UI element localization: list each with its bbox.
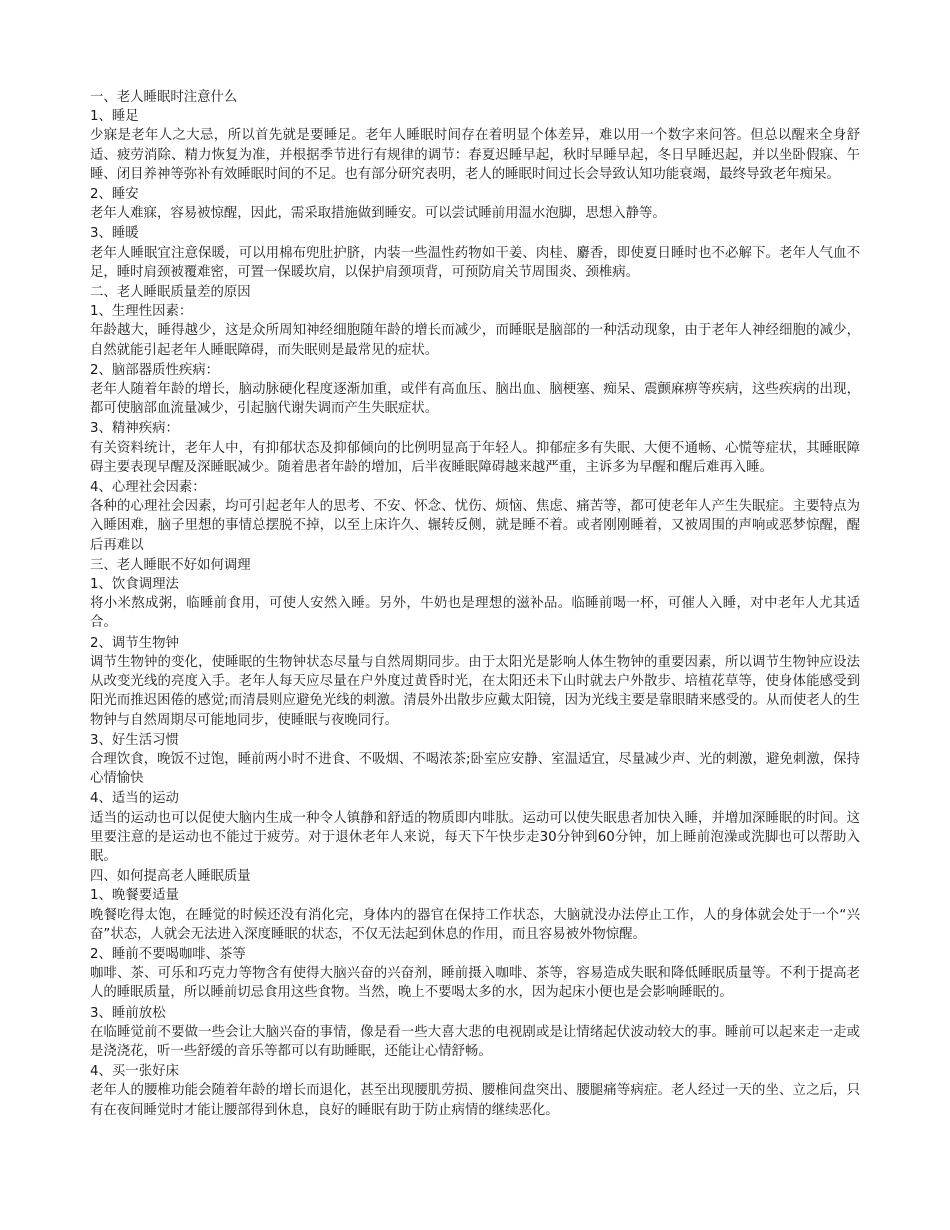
item-text: 各种的心理社会因素，均可引起老年人的思考、不安、怀念、忧伤、烦恼、焦虑、痛苦等，都可使老年人产生失眠症。主要特点为入睡困难，脑子里想的事情总摆脱不掉，以至上床许久、辗转反侧，就是睡不着。或者刚刚睡着，又被周围的声响或恶梦惊醒，醒后再难以 <box>90 499 860 553</box>
item-text: 咖啡、茶、可乐和巧克力等物含有使得大脑兴奋的兴奋剂，睡前摄入咖啡、茶等，容易造成失眠和降低睡眠质量等。不利于提高老人的睡眠质量，所以睡前切忌食用这些食物。当然，晚上不要喝太多的水，因为起床小便也是会影响睡眠的。 <box>90 966 860 1001</box>
item-text: 老年人的腰椎功能会随着年龄的增长而退化，甚至出现腰肌劳损、腰椎间盘突出、腰腿痛等病症。老人经过一天的坐、立之后，只有在夜间睡觉时才能让腰部得到休息，良好的睡眠有助于防止病情的继续恶化。 <box>90 1083 860 1118</box>
item-text: 年龄越大，睡得越少，这是众所周知神经细胞随年龄的增长而减少，而睡眠是脑部的一种活动现象，由于老年人神经细胞的减少，自然就能引起老年人睡眠障碍，而失眠则是最常见的症状。 <box>90 323 860 358</box>
item-title: 2、调节生物钟 <box>90 635 179 651</box>
item-text: 将小米熬成粥，临睡前食用，可使人安然入睡。另外，牛奶也是理想的滋补品。临睡前喝一杯，可催人入睡，对中老年人尤其适合。 <box>90 596 860 631</box>
item-title: 1、生理性因素： <box>90 304 193 320</box>
item-text: 晚餐吃得太饱，在睡觉的时候还没有消化完，身体内的器官在保持工作状态，大脑就没办法停止工作，人的身体就会处于一个“兴奋”状态，人就会无法进入深度睡眠的状态，不仅无法起到休息的作用，而且容易被外物惊醒。 <box>90 907 860 942</box>
item-title: 3、睡前放松 <box>90 1005 166 1021</box>
item-title: 4、适当的运动 <box>90 791 179 807</box>
section-title: 三、老人睡眠不好如何调理 <box>90 557 251 573</box>
section-2 <box>90 283 860 555</box>
item-title: 1、睡足 <box>90 109 139 125</box>
section-title: 四、如何提高老人睡眠质量 <box>90 869 251 885</box>
document-body <box>90 88 860 1121</box>
item-text: 老年人难寐，容易被惊醒，因此，需采取措施做到睡安。可以尝试睡前用温水泡脚，思想入静等。 <box>90 206 666 222</box>
section-1 <box>90 88 860 282</box>
section-title: 二、老人睡眠质量差的原因 <box>90 285 251 301</box>
item-text: 适当的运动也可以促使大脑内生成一种令人镇静和舒适的物质即内啡肽。运动可以使失眠患者加快入睡，并增加深睡眠的时间。这里要注意的是运动也不能过于疲劳。对于退休老年人来说，每天下午快步走30分钟到60分钟，加上睡前泡澡或洗脚也可以帮助入眠。 <box>90 810 860 864</box>
item-text: 合理饮食，晚饭不过饱，睡前两小时不进食、不吸烟、不喝浓茶;卧室应安静、室温适宜，尽量减少声、光的刺激，避免刺激，保持心情愉快 <box>90 751 860 787</box>
section-title: 一、老人睡眠时注意什么 <box>90 90 238 105</box>
section-4 <box>90 867 860 1120</box>
item-title: 3、精神疾病： <box>90 421 179 437</box>
item-text: 在临睡觉前不要做一些会让大脑兴奋的事情，像是看一些大喜大悲的电视剧或是让情绪起伏波动较大的事。睡前可以起来走一走或是浇浇花，听一些舒缓的音乐等都可以有助睡眠，还能让心情舒畅。 <box>90 1024 860 1059</box>
item-title: 2、睡前不要喝咖啡、茶等 <box>90 946 246 962</box>
item-title: 1、晚餐要适量 <box>90 888 179 904</box>
item-text: 少寐是老年人之大忌，所以首先就是要睡足。老年人睡眠时间存在着明显个体差异，难以用一个数字来问答。但总以醒来全身舒适、疲劳消除、精力恢复为准，并根据季节进行有规律的调节：春夏迟睡早起，秋时早睡早起，冬日早睡迟起，并以坐卧假寐、午睡、闭目养神等弥补有效睡眠时间的不足。也有部分研究表明，老人的睡眠时间过长会导致认知功能衰竭，最终导致老年痴呆。 <box>90 128 860 182</box>
item-title: 2、脑部器质性疾病： <box>90 362 220 378</box>
item-text: 老年人随着年龄的增长，脑动脉硬化程度逐渐加重，或伴有高血压、脑出血、脑梗塞、痴呆、震颤麻痹等疾病，这些疾病的出现，都可使脑部血流量减少，引起脑代谢失调而产生失眠症状。 <box>90 382 860 417</box>
item-title: 3、好生活习惯 <box>90 732 179 748</box>
item-title: 3、睡暖 <box>90 226 139 242</box>
item-title: 4、心理社会因素： <box>90 480 206 496</box>
section-3 <box>90 556 860 866</box>
item-title: 2、睡安 <box>90 187 139 203</box>
item-title: 1、饮食调理法 <box>90 577 179 593</box>
item-text: 老年人睡眠宜注意保暖，可以用棉布兜肚护脐，内装一些温性药物如干姜、肉桂、麝香，即使夏日睡时也不必解下。老年人气血不足，睡时肩颈被覆难密，可置一保暖坎肩，以保护肩颈项背，可预防肩关节周围炎、颈椎病。 <box>90 245 860 280</box>
item-title: 4、买一张好床 <box>90 1064 179 1080</box>
item-text: 调节生物钟的变化，使睡眠的生物钟状态尽量与自然周期同步。由于太阳光是影响人体生物钟的重要因素，所以调节生物钟应设法从改变光线的亮度入手。老年人每天应尽量在户外度过黄昏时光，在太阳还未下山时就去户外散步、培植花草等，使身体能感受到阳光而推迟困倦的感觉;而清晨则应避免光线的刺激。清晨外出散步应戴太阳镜，因为光线主要是靠眼睛来感受的。从而使老人的生物钟与自然周期尽可能地同步，使睡眠与夜晚同行。 <box>90 654 860 728</box>
item-text: 有关资料统计，老年人中，有抑郁状态及抑郁倾向的比例明显高于年轻人。抑郁症多有失眠、大便不通畅、心慌等症状，其睡眠障碍主要表现早醒及深睡眠减少。随着患者年龄的增加，后半夜睡眠障碍越来越严重，主诉多为早醒和醒后难再入睡。 <box>90 440 860 475</box>
